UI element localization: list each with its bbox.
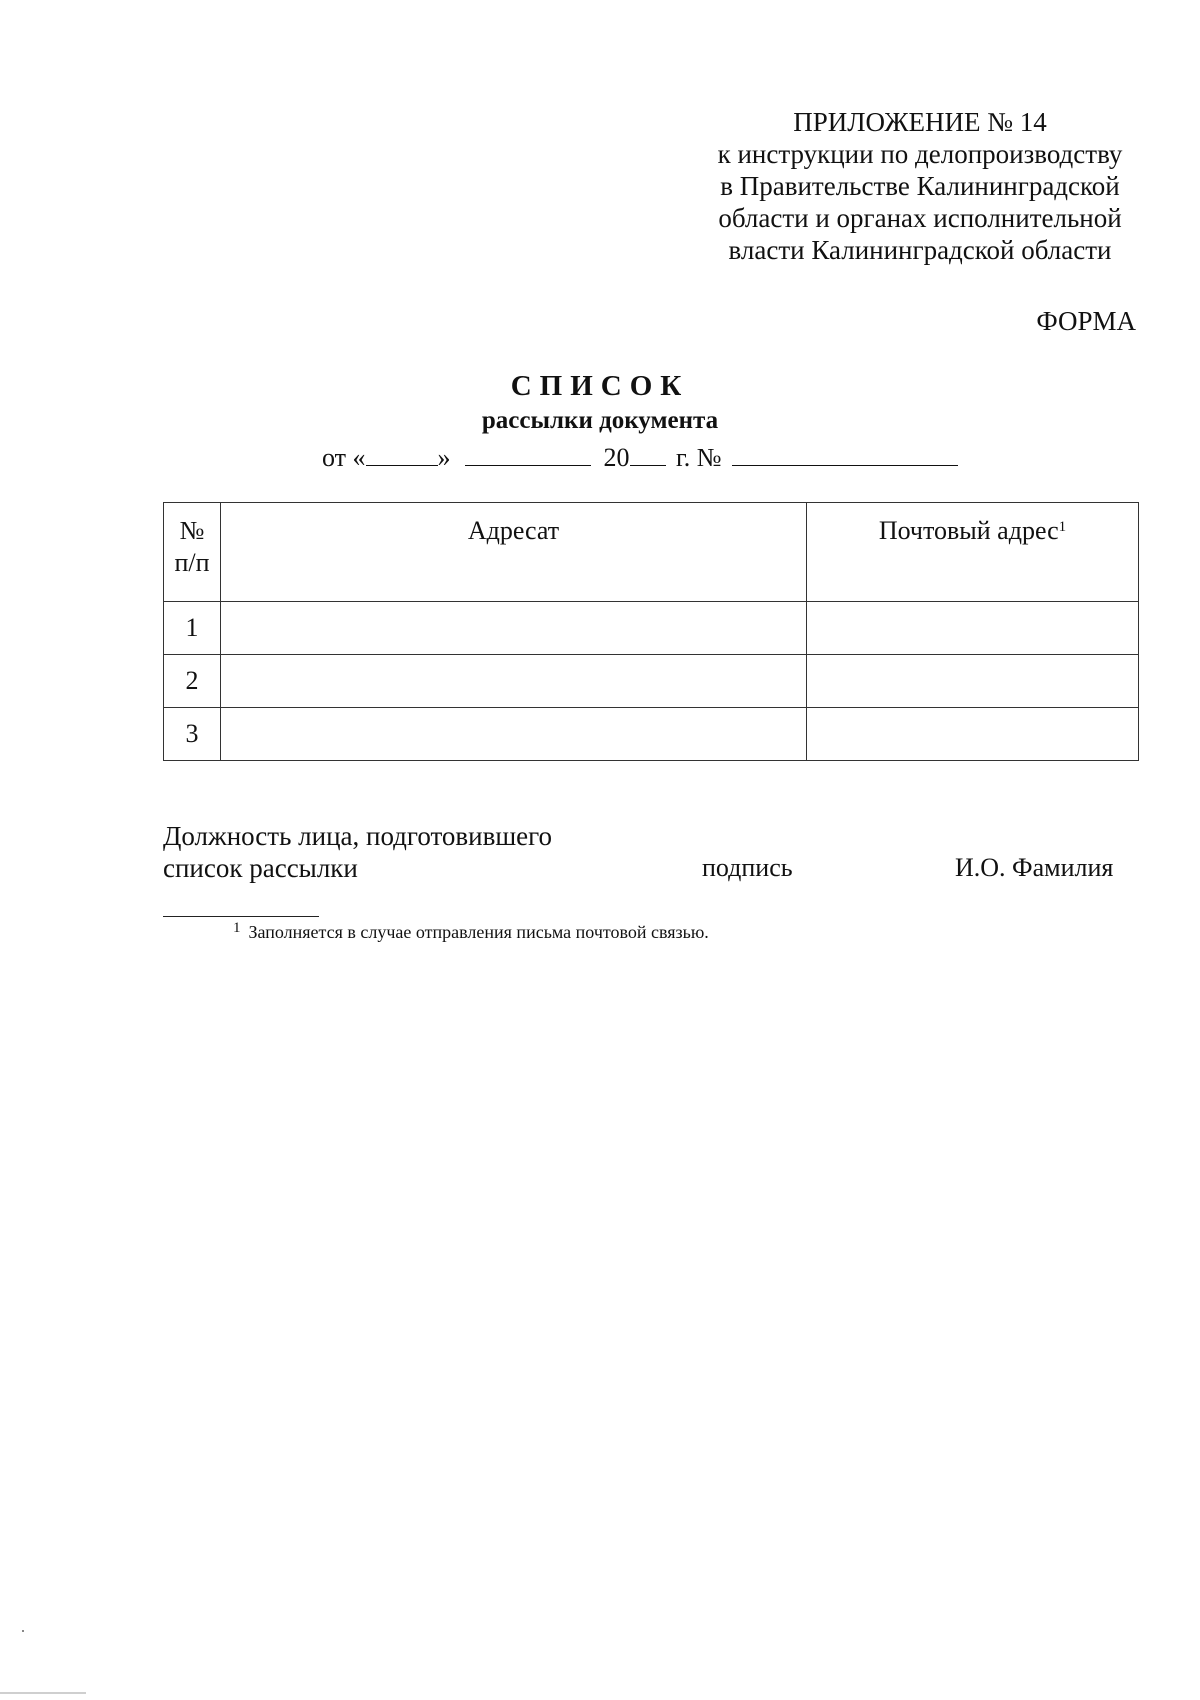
signature-label: подпись (702, 853, 793, 882)
footnote (233, 920, 709, 946)
row-postal-cell[interactable] (807, 655, 1139, 708)
preparer-position-line-2: список рассылки (163, 853, 358, 883)
row-number: 1 (164, 602, 221, 655)
day-blank (366, 441, 438, 466)
row-postal-cell[interactable] (807, 708, 1139, 761)
scan-speck (22, 1630, 24, 1632)
year-blank (630, 441, 666, 466)
appendix-line-5: власти Калининградской области (728, 235, 1112, 265)
header-postal-label: Почтовый адрес (878, 516, 1059, 545)
row-addressee-cell[interactable] (221, 602, 807, 655)
month-blank (465, 441, 591, 466)
date-number-line (322, 441, 958, 474)
header-number (164, 503, 221, 602)
appendix-number: ПРИЛОЖЕНИЕ № 14 (793, 107, 1047, 137)
name-label: И.О. Фамилия (955, 853, 1114, 882)
table-row (164, 602, 1139, 655)
number-blank (732, 441, 958, 466)
appendix-line-4: области и органах исполнительной (718, 203, 1122, 233)
appendix-header (690, 106, 1150, 266)
footnote-text: Заполняется в случае отправления письма почтовой связью. (248, 922, 709, 942)
row-number: 2 (164, 655, 221, 708)
header-addressee: Адресат (221, 503, 807, 602)
footnote-divider (163, 916, 319, 917)
number-prefix: г. № (676, 443, 722, 472)
table-row (164, 708, 1139, 761)
header-number-symbol: № (179, 516, 205, 545)
distribution-table (163, 502, 1139, 761)
preparer-position (163, 820, 552, 884)
table-header-row (164, 503, 1139, 602)
scan-edge-mark (0, 1692, 86, 1694)
header-postal-footnote-mark: 1 (1058, 519, 1067, 535)
table-row (164, 655, 1139, 708)
row-addressee-cell[interactable] (221, 708, 807, 761)
row-number: 3 (164, 708, 221, 761)
appendix-line-2: к инструкции по делопроизводству (717, 139, 1123, 169)
year-prefix: 20 (603, 443, 630, 472)
date-quote-close: » (437, 443, 451, 472)
header-number-abbr: п/п (174, 548, 210, 577)
preparer-position-line-1: Должность лица, подготовившего (163, 821, 553, 851)
date-prefix: от « (322, 443, 366, 472)
header-postal-address (807, 503, 1139, 602)
document-title: СПИСОК (510, 370, 690, 402)
footnote-mark: 1 (233, 920, 241, 936)
row-postal-cell[interactable] (807, 602, 1139, 655)
row-addressee-cell[interactable] (221, 655, 807, 708)
appendix-line-3: в Правительстве Калининградской (720, 171, 1120, 201)
form-label: ФОРМА (1036, 306, 1136, 336)
document-subtitle: рассылки документа (481, 407, 719, 434)
